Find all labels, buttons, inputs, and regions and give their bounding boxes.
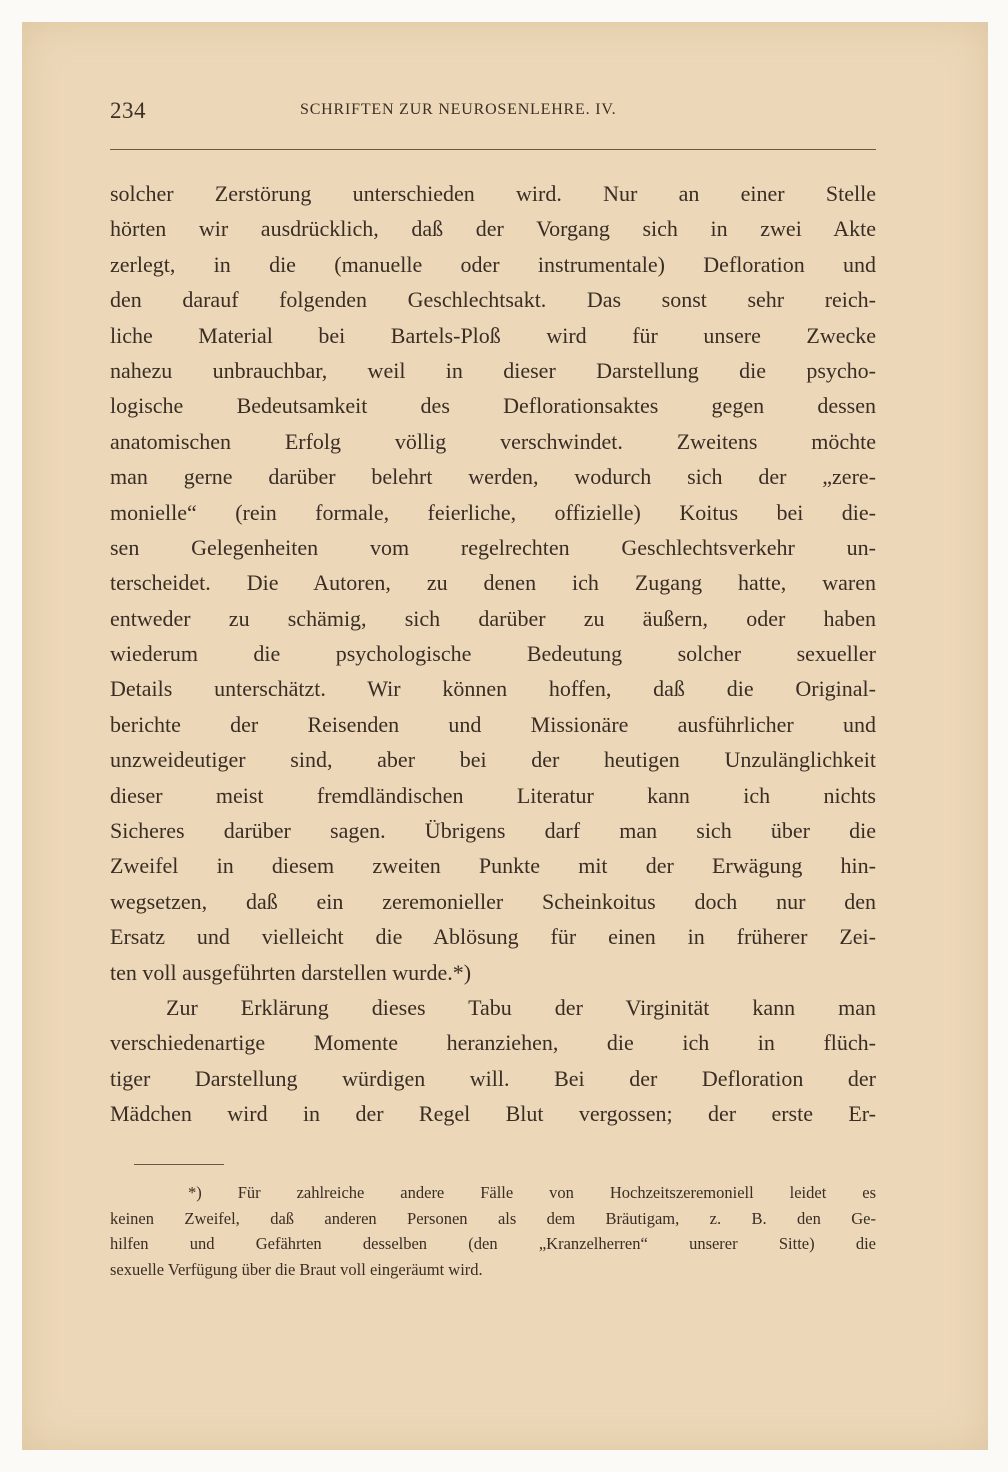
footnote-line: hilfen und Gefährten desselben (den „Kranzelherren“ unserer Sitte) die [110, 1234, 876, 1253]
text-line: entweder zu schämig, sich darüber zu äußern, oder haben [110, 605, 876, 631]
text-line: wiederum die psychologische Bedeutung solcher sexueller [110, 641, 876, 667]
text-line: dieser meist fremdländischen Literatur kann ich nichts [110, 782, 876, 808]
text-line: Ersatz und vielleicht die Ablösung für einen in früherer Zei- [110, 924, 876, 950]
text-line: zerlegt, in die (manuelle oder instrumentale) Defloration und [110, 251, 876, 277]
text-line: man gerne darüber belehrt werden, wodurch sich der „zere- [110, 464, 876, 490]
text-line: berichte der Reisenden und Missionäre ausführlicher und [110, 711, 876, 737]
text-line: unzweideutiger sind, aber bei der heutigen Unzulänglichkeit [110, 747, 876, 773]
text-line: verschiedenartige Momente heranziehen, die ich in flüch- [110, 1030, 876, 1056]
text-line: sen Gelegenheiten vom regelrechten Geschlechtsverkehr un- [110, 534, 876, 560]
text-line: ten voll ausgeführten darstellen wurde.*) [110, 959, 472, 985]
page-number: 234 [110, 98, 146, 123]
footnote-line: sexuelle Verfügung über die Braut voll eingeräumt wird. [110, 1259, 483, 1279]
text-line: solcher Zerstörung unterschieden wird. Nur an einer Stelle [110, 181, 876, 206]
footnote-line: keinen Zweifel, daß anderen Personen als dem Bräutigam, z. B. den Ge- [110, 1208, 876, 1228]
paragraph-start-line: Zur Erklärung dieses Tabu der Virginität kann man [166, 994, 876, 1020]
text-line: tiger Darstellung würdigen will. Bei der Defloration der [110, 1065, 876, 1091]
text-line: Mädchen wird in der Regel Blut vergossen; der erste Er- [110, 1101, 876, 1127]
text-line: anatomischen Erfolg völlig verschwindet. Zweitens möchte [110, 428, 876, 454]
text-line: wegsetzen, daß ein zeremonieller Scheinkoitus doch nur den [110, 888, 876, 914]
text-line: logische Bedeutsamkeit des Deflorationsaktes gegen dessen [110, 393, 876, 419]
footnote-line: *) Für zahlreiche andere Fälle von Hochzeitszeremoniell leidet es [188, 1183, 876, 1202]
text-line: terscheidet. Die Autoren, zu denen ich Zugang hatte, waren [110, 570, 876, 596]
running-head: SCHRIFTEN ZUR NEUROSENLEHRE. IV. [300, 101, 617, 118]
header-rule [110, 149, 876, 150]
text-line: nahezu unbrauchbar, weil in dieser Darstellung die psycho- [110, 357, 876, 383]
footnote-rule [134, 1164, 224, 1165]
text-line: Details unterschätzt. Wir können hoffen, daß die Original- [110, 676, 876, 702]
text-line: den darauf folgenden Geschlechtsakt. Das sonst sehr reich- [110, 287, 876, 313]
text-line: liche Material bei Bartels-Ploß wird für unsere Zwecke [110, 322, 876, 348]
page-header [110, 98, 876, 128]
text-line: hörten wir ausdrücklich, daß der Vorgang sich in zwei Akte [110, 216, 876, 242]
text-line: Sicheres darüber sagen. Übrigens darf man sich über die [110, 818, 876, 844]
footnote [110, 1180, 876, 1282]
body-text [110, 176, 876, 1132]
text-line: monielle“ (rein formale, feierliche, offizielle) Koitus bei die- [110, 499, 876, 525]
text-line: Zweifel in diesem zweiten Punkte mit der Erwägung hin- [110, 853, 876, 879]
